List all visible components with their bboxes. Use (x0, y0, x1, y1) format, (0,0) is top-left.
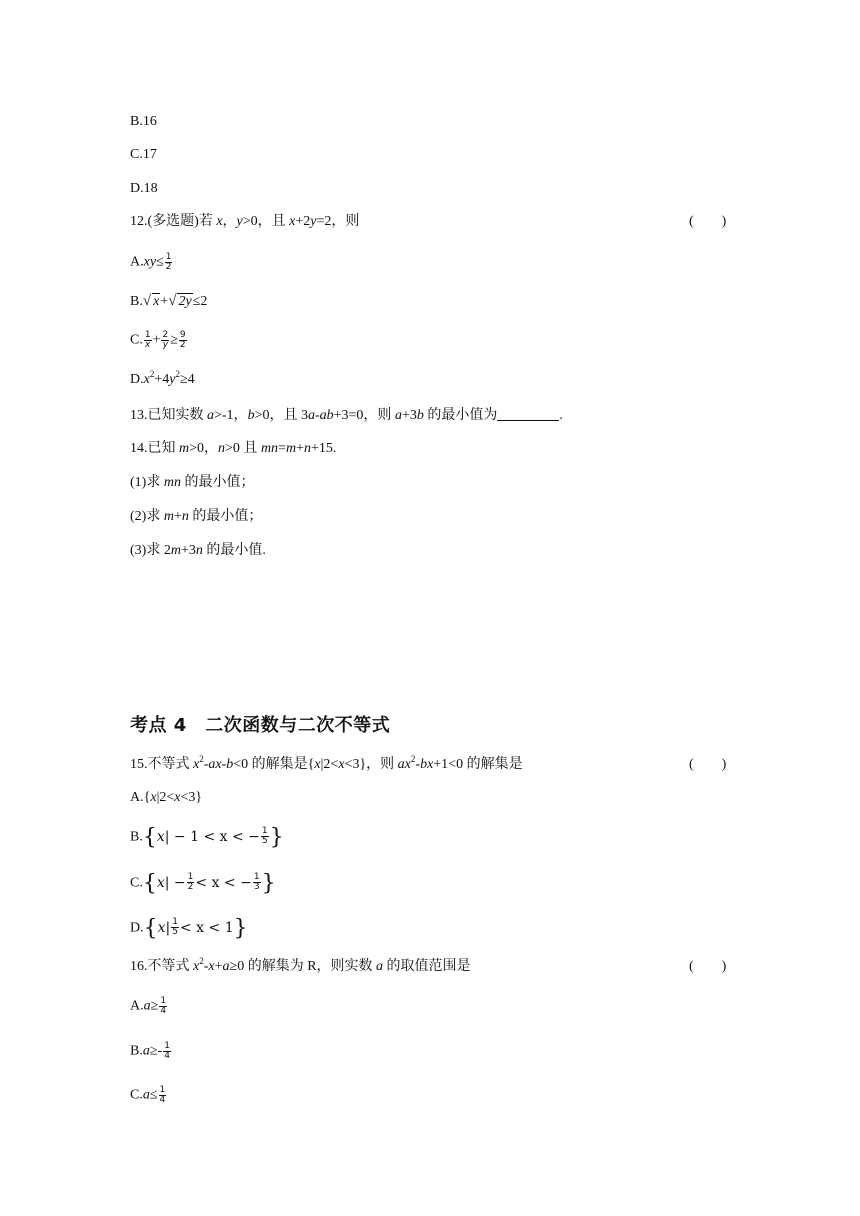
q15-option-a: A.{x|2<x<3} (130, 790, 203, 805)
q14-part-2: (2)求 m+n 的最小值； (130, 509, 263, 524)
q14-stem: 14.已知 m>0，n>0 且 mn=m+n+15. (130, 441, 337, 456)
q14-part-1: (1)求 mn 的最小值； (130, 475, 255, 490)
q16-option-c: C.a≤ $\frac{1}{4}$ (130, 1085, 166, 1105)
q11-option-d: D.18 (130, 181, 158, 196)
fraction: $\frac{1}{2}$ (187, 872, 194, 892)
q16-option-a: A.a≥ $\frac{1}{4}$ (130, 996, 167, 1016)
fraction: $\frac{9}{2}$ (179, 330, 186, 350)
q14-part-3: (3)求 2m+3n 的最小值. (130, 543, 266, 558)
q11-option-c: C.17 (130, 147, 157, 162)
q15-answer-paren: ( ) (689, 757, 727, 772)
fraction: $\frac{1}{2}$ (165, 252, 172, 272)
q15-stem: 15.不等式 $x^2-ax-b<0$ 的解集是{x|2<x<3}，则 $ax^2-bx+1<0$ 的解集是 (130, 754, 523, 772)
q15-option-c: C.{x| − $\frac{1}{2}$ < x < − $\frac{1}{3}$ } (130, 870, 276, 896)
fraction: $\frac{2}{y}$ (162, 330, 169, 350)
q12-option-c: C. $\frac{1}{x}+$ $\frac{2}{y}\ge$ $\frac{9}{2}$ (130, 330, 186, 350)
q11-option-b: B.16 (130, 114, 157, 129)
q16-option-b: B.a≥- $\frac{1}{4}$ (130, 1041, 170, 1061)
fraction: $\frac{1}{x}$ (144, 330, 151, 350)
q12-answer-paren: ( ) (689, 214, 727, 229)
sqrt-icon: √ (168, 293, 177, 309)
fraction: $\frac{1}{4}$ (159, 1085, 166, 1105)
fraction: $\frac{1}{5}$ (172, 917, 178, 937)
q15-option-b: B.{x| − 1 < x < − $\frac{1}{5}$ } (130, 824, 284, 850)
answer-blank[interactable] (497, 406, 559, 421)
fraction: $\frac{1}{3}$ (253, 872, 260, 892)
fraction: $\frac{1}{4}$ (160, 996, 167, 1016)
fraction: $\frac{1}{5}$ (261, 826, 268, 846)
q12-option-d: $D.x^2+4y^2\ge 4$ (130, 369, 195, 387)
q15-option-d: D.{x| $\frac{1}{5}$ < x < 1} (130, 915, 248, 941)
q12-option-b: B.√ x+√ 2y≤2 (130, 293, 208, 309)
sqrt-icon: √ (142, 293, 152, 309)
q16-answer-paren: ( ) (689, 959, 727, 974)
fraction: $\frac{1}{4}$ (164, 1041, 170, 1061)
section-title: 考点 4 二次函数与二次不等式 (130, 715, 391, 736)
q13-stem: 13.已知实数 a>-1，b>0，且 3a-ab+3=0，则 a+3b 的最小值为 . (130, 408, 563, 423)
q12-stem: 12.(多选题)若 x，y>0，且 x+2y=2，则 (130, 214, 360, 229)
q12-option-a: A.xy≤ $\frac{1}{2}$ (130, 252, 172, 272)
q16-stem: 16.不等式 $x^2-x+a\ge 0$ 的解集为 R，则实数 a 的取值范围是 (130, 956, 471, 974)
